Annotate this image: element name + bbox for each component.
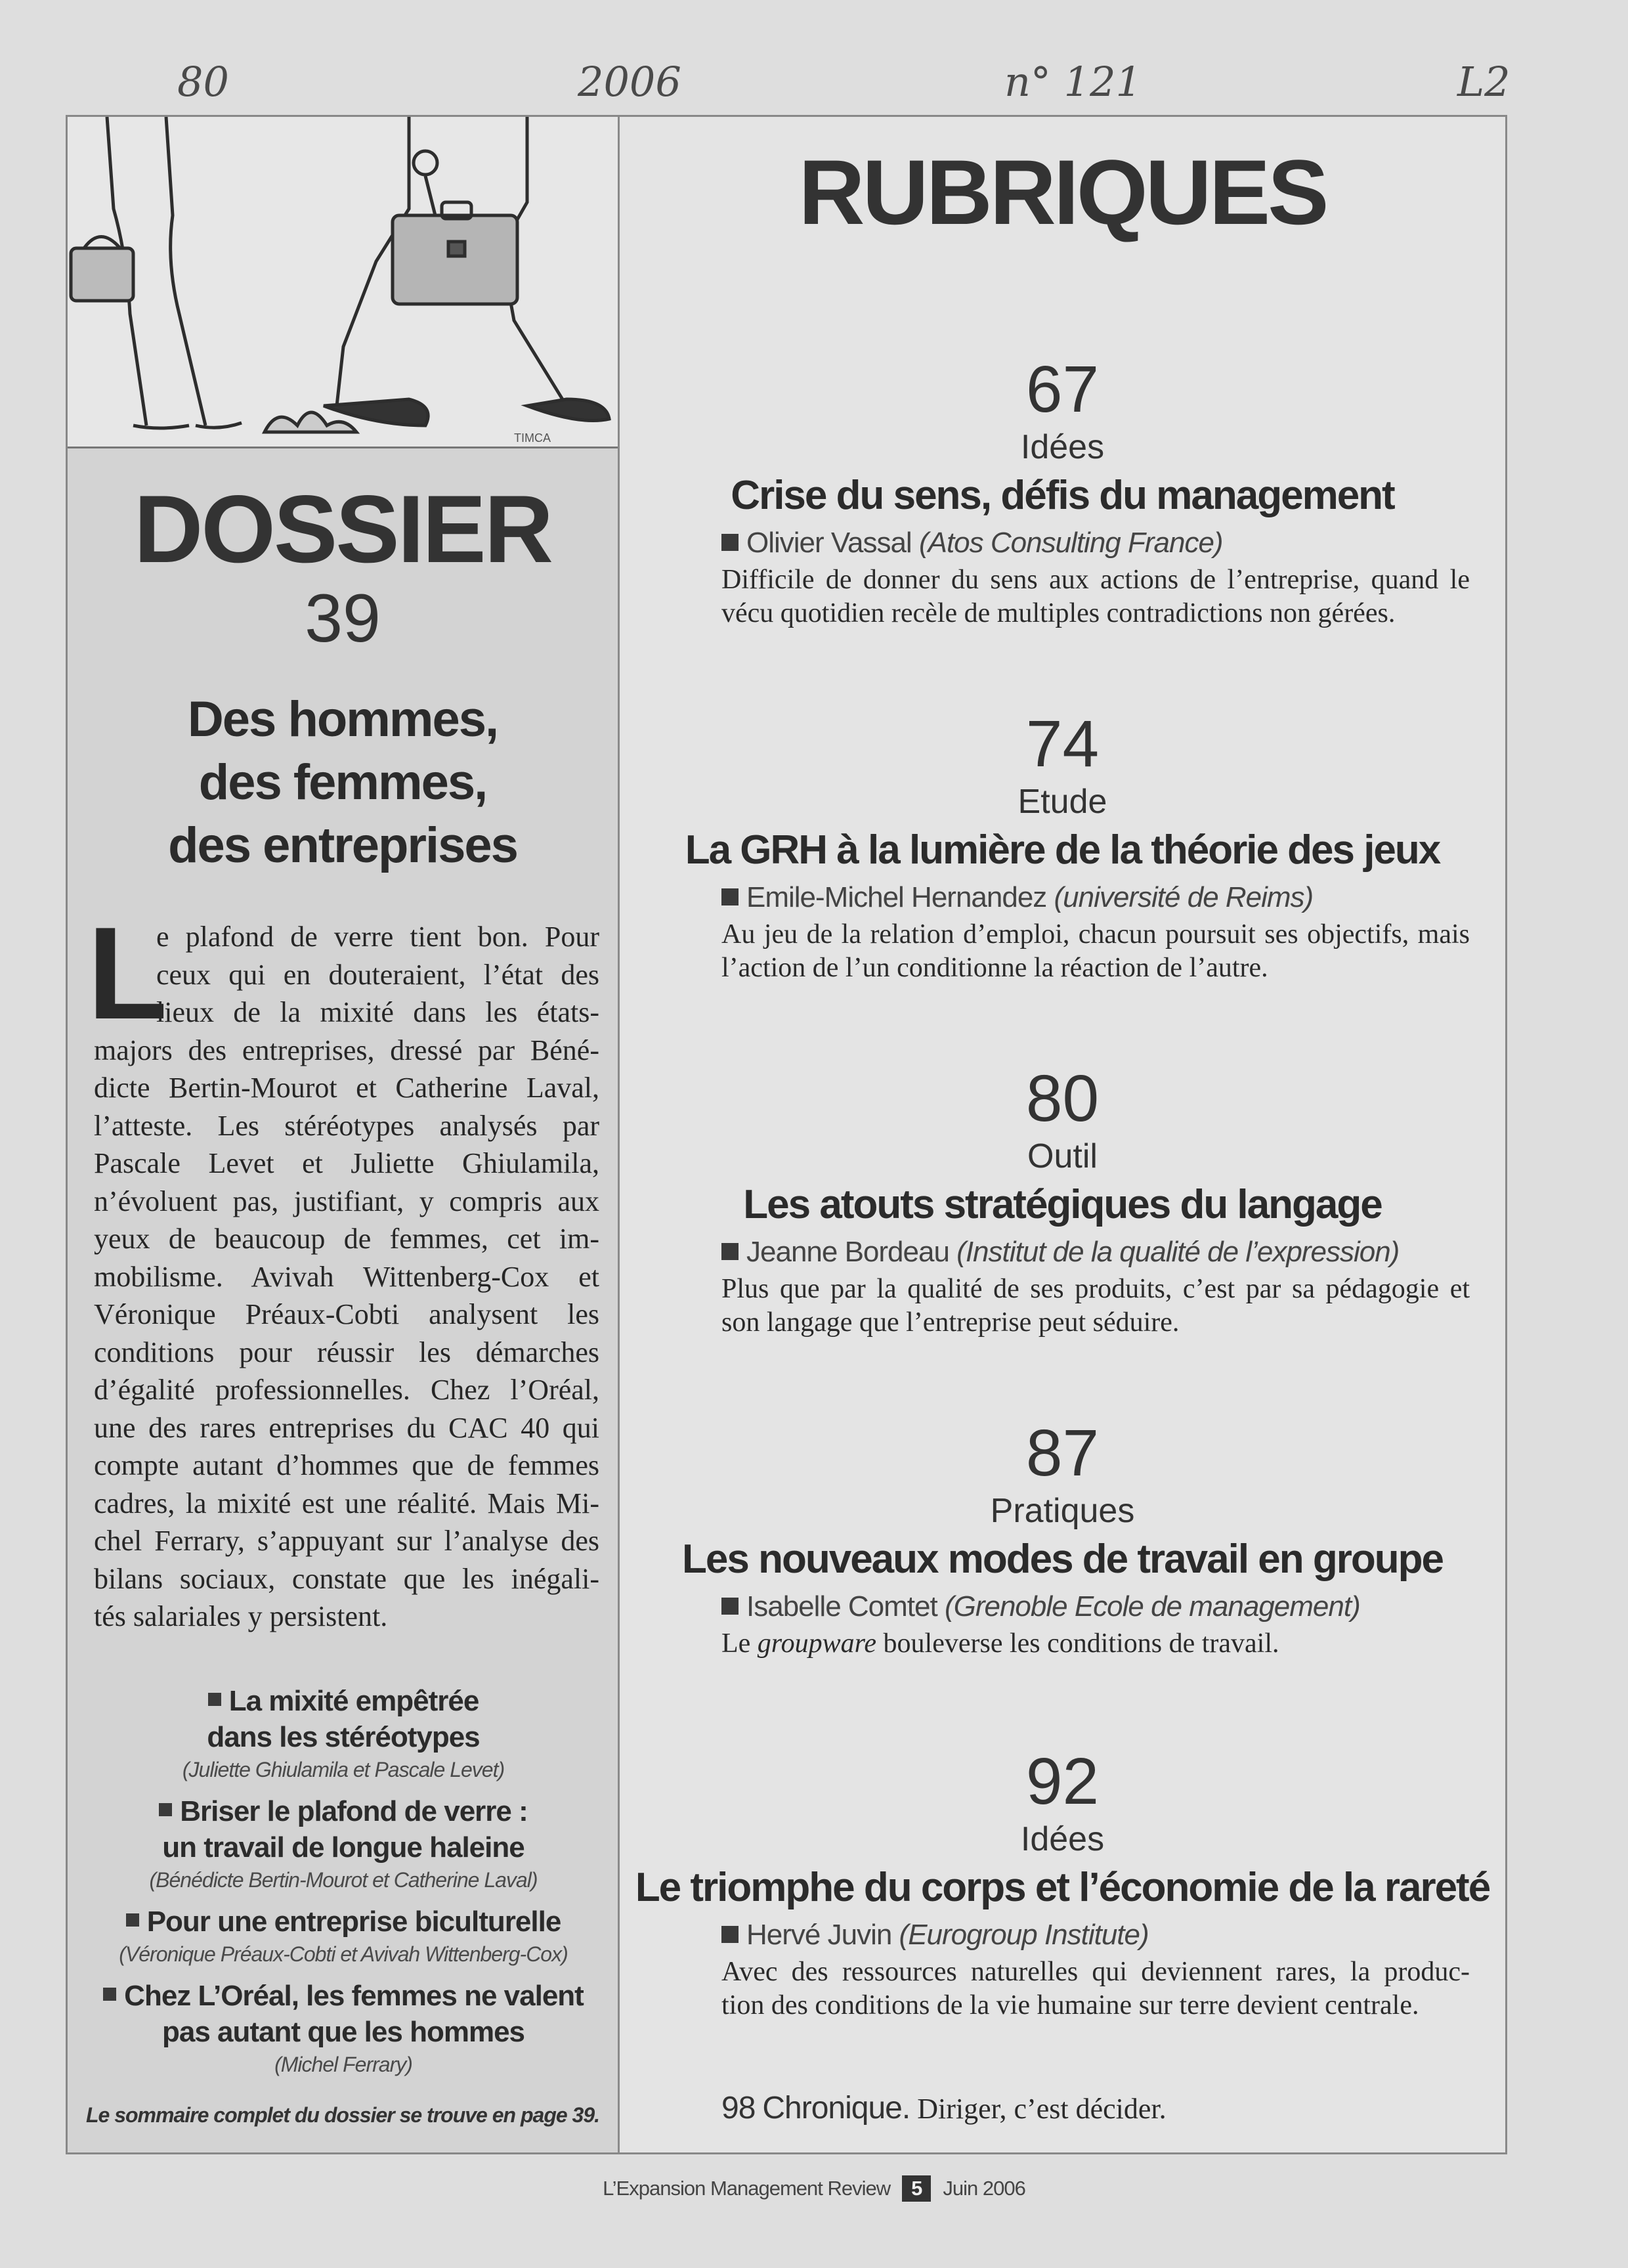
intro-line: n’évoluent pas, justifiant, y compris aux <box>94 1185 599 1217</box>
rubrique-item[interactable] <box>620 1417 1505 1661</box>
article-authors: (Bénédicte Bertin-Mourot et Catherine Laval) <box>149 1868 538 1892</box>
rubrique-description: Avec des ressources naturelles qui deviennent rares, la produc- tion des conditions de la vie humaine sur terre devient centrale. <box>721 1957 1470 2020</box>
rubrique-description: Difficile de donner du sens aux actions de l’entreprise, quand le vécu quotidien recèle de multiples contradictions non gérées. <box>721 565 1470 628</box>
intro-line: compte autant d’hommes que de femmes <box>94 1449 599 1481</box>
handwritten-number: 80 <box>177 58 229 106</box>
intro-line: conditions pour réussir les démarches <box>94 1336 599 1368</box>
handwritten-year: 2006 <box>578 58 681 106</box>
rubrique-description: Plus que par la qualité de ses produits, c’est par sa pédagogie et son langage que l’entreprise peut séduire. <box>721 1274 1470 1338</box>
dossier-page-number: 39 <box>305 580 381 657</box>
square-bullet-icon <box>126 1913 139 1927</box>
rubrique-item[interactable] <box>620 1062 1505 1340</box>
rubrique-category: Outil <box>1027 1137 1098 1175</box>
article-authors: (Michel Ferrary) <box>274 2053 412 2076</box>
rubrique-description: Le groupware bouleverse les conditions de travail. <box>721 1628 1279 1659</box>
rubrique-description: Au jeu de la relation d’emploi, chacun poursuit ses objectifs, mais l’action de l’un conditionne la réaction de l’autre. <box>721 919 1470 983</box>
intro-line: tés salariales y persistent. <box>94 1600 388 1632</box>
dossier-column <box>68 117 620 2152</box>
article-title: Pour une entreprise biculturelle <box>81 1904 606 1940</box>
cartoon-illustration <box>68 117 618 448</box>
intro-line: cadres, la mixité est une réalité. Mais Mi- <box>94 1487 599 1519</box>
dossier-article[interactable] <box>81 1793 606 1894</box>
intro-line: chel Ferrary, s’appuyant sur l’analyse des <box>94 1525 599 1557</box>
square-bullet-icon <box>721 1598 739 1615</box>
dossier-heading: DOSSIER <box>133 475 552 582</box>
chronique-page: 98 <box>721 2091 756 2126</box>
square-bullet-icon <box>721 534 739 551</box>
article-authors: (Véronique Préaux-Cobti et Avivah Wittenberg-Cox) <box>119 1942 568 1966</box>
intro-line: ceux qui en douteraient, l’état des <box>156 958 599 991</box>
square-bullet-icon <box>721 1926 739 1943</box>
rubrique-page: 87 <box>1025 1416 1100 1490</box>
dossier-article[interactable] <box>81 1683 606 1784</box>
rubriques-heading: RUBRIQUES <box>798 141 1327 244</box>
dossier-article-list <box>81 1683 606 2088</box>
rubrique-item[interactable] <box>620 708 1505 985</box>
chronique-label: Chronique. <box>762 2091 910 2126</box>
square-bullet-icon <box>721 1243 739 1260</box>
square-bullet-icon <box>208 1693 221 1706</box>
handwritten-issue: n° 121 <box>1004 58 1142 106</box>
page-frame <box>66 115 1507 2154</box>
dossier-article[interactable] <box>81 1904 606 1969</box>
dossier-title <box>68 688 618 877</box>
rubrique-author: Emile-Michel Hernandez (université de Reims) <box>721 877 1505 918</box>
square-bullet-icon <box>721 888 739 905</box>
rubrique-author: Olivier Vassal (Atos Consulting France) <box>721 523 1505 563</box>
article-title: La mixité empêtrée dans les stéréotypes <box>207 1685 480 1753</box>
rubrique-title: Les atouts stratégiques du langage <box>743 1182 1382 1227</box>
handwritten-code: L2 <box>1457 58 1510 106</box>
dossier-article[interactable] <box>81 1978 606 2079</box>
intro-line: Véronique Préaux-Cobti analysent les <box>94 1298 599 1330</box>
intro-line: lieux de la mixité dans les états- <box>156 996 599 1028</box>
intro-line: bilans sociaux, constate que les inégali- <box>94 1562 599 1595</box>
intro-line: yeux de beaucoup de femmes, cet im- <box>94 1223 599 1255</box>
intro-line: l’atteste. Les stéréotypes analysés par <box>94 1109 599 1142</box>
rubrique-page: 67 <box>1025 353 1100 426</box>
rubrique-item[interactable] <box>620 1745 1505 2022</box>
article-title: Chez L’Oréal, les femmes ne valent pas autant que les hommes <box>81 1978 606 2050</box>
rubrique-page: 92 <box>1025 1745 1100 1818</box>
publication-name: L’Expansion Management Review <box>603 2177 891 2200</box>
rubrique-title: La GRH à la lumière de la théorie des jeux <box>685 827 1440 873</box>
drop-cap: L <box>87 900 168 1047</box>
article-authors: (Juliette Ghiulamila et Pascale Levet) <box>182 1758 505 1781</box>
rubrique-category: Pratiques <box>990 1492 1135 1530</box>
rubrique-category: Etude <box>1018 783 1107 821</box>
sommaire-note: Le sommaire complet du dossier se trouve en page 39. <box>85 2103 600 2127</box>
intro-line: dicte Bertin-Mourot et Catherine Laval, <box>94 1072 599 1104</box>
chronique-text: Diriger, c’est décider. <box>917 2093 1167 2125</box>
rubrique-title: Crise du sens, défis du management <box>731 473 1394 518</box>
rubrique-item[interactable] <box>620 353 1505 630</box>
intro-line: e plafond de verre tient bon. Pour <box>156 921 599 953</box>
svg-text:TIMCA: TIMCA <box>514 431 551 445</box>
dossier-intro-text <box>87 900 599 1636</box>
rubrique-author: Hervé Juvin (Eurogroup Institute) <box>721 1915 1505 1955</box>
dossier-title-line: des entreprises <box>168 818 517 873</box>
dossier-title-line: Des hommes, <box>187 691 498 747</box>
intro-line: mobilisme. Avivah Wittenberg-Cox et <box>94 1260 599 1293</box>
rubrique-title: Le triomphe du corps et l’économie de la rareté <box>635 1865 1490 1910</box>
page-footer <box>0 2175 1628 2202</box>
rubrique-page: 80 <box>1025 1062 1100 1135</box>
intro-line: Pascale Levet et Juliette Ghiulamila, <box>94 1147 599 1179</box>
dossier-title-line: des femmes, <box>198 754 487 810</box>
emphasis-term: groupware <box>757 1628 877 1659</box>
rubrique-title: Les nouveaux modes de travail en groupe <box>682 1537 1443 1582</box>
square-bullet-icon <box>159 1803 172 1816</box>
intro-line: une des rares entreprises du CAC 40 qui <box>94 1411 599 1444</box>
rubrique-page: 74 <box>1025 707 1100 781</box>
rubrique-author: Jeanne Bordeau (Institut de la qualité de l’expression) <box>721 1232 1505 1273</box>
article-title: Briser le plafond de verre : un travail de longue haleine <box>81 1793 606 1865</box>
issue-date: Juin 2006 <box>943 2177 1025 2200</box>
intro-line: d’égalité professionnelles. Chez l’Oréal, <box>94 1374 599 1406</box>
intro-line: majors des entreprises, dressé par Béné- <box>94 1034 599 1066</box>
rubriques-column <box>620 117 1505 2152</box>
page-number-badge: 5 <box>902 2175 931 2202</box>
rubrique-category: Idées <box>1020 428 1105 466</box>
rubrique-author: Isabelle Comtet (Grenoble Ecole de management) <box>721 1586 1505 1627</box>
square-bullet-icon <box>103 1988 116 2001</box>
rubrique-category: Idées <box>1020 1820 1105 1858</box>
chronique-entry[interactable] <box>721 2090 1167 2126</box>
businesspeople-walking-illustration <box>68 117 618 447</box>
